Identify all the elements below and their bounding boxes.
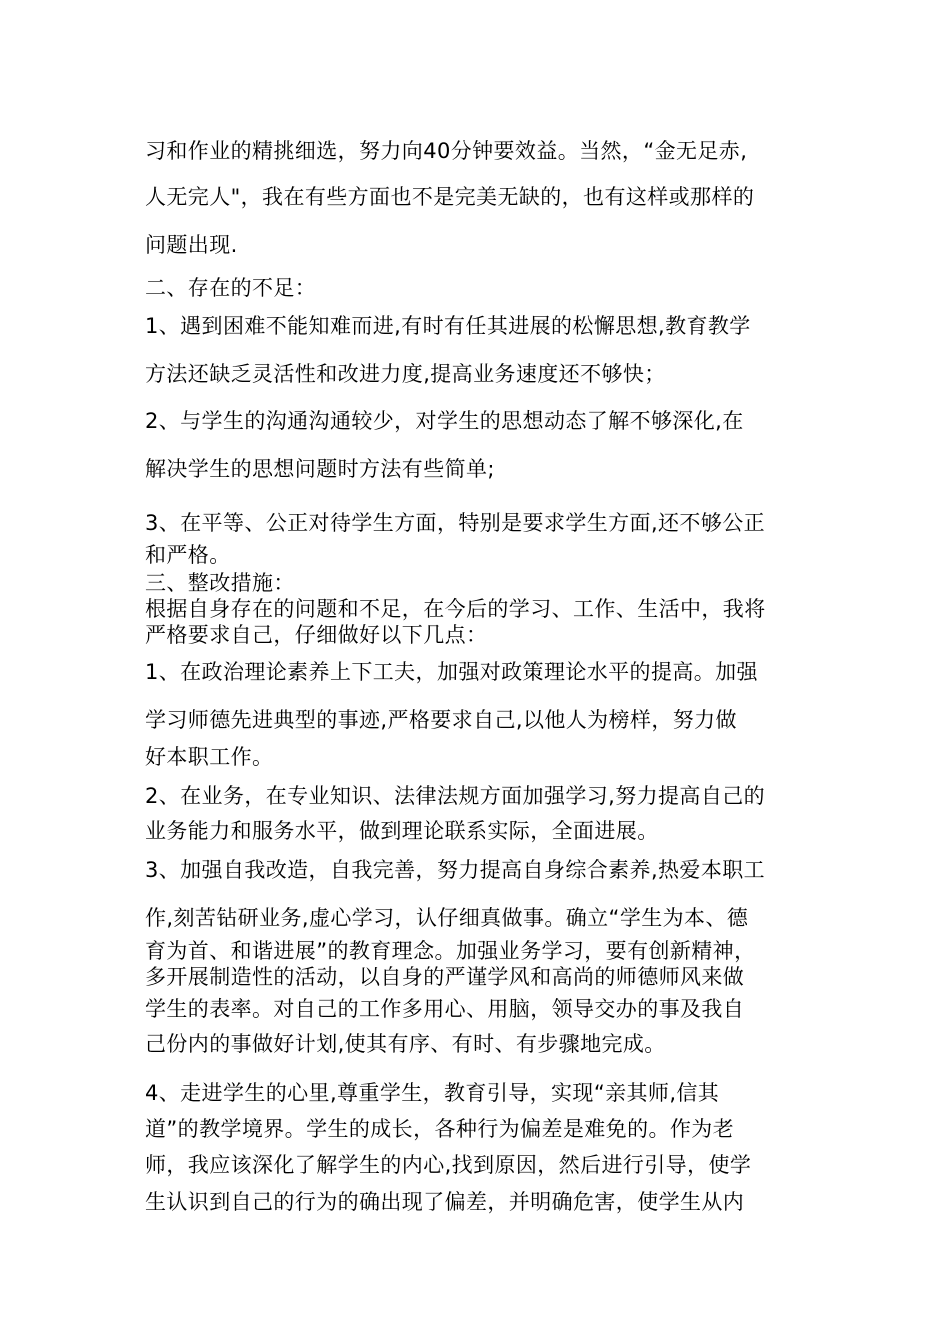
text-line: 多开展制造性的活动，以自身的严谨学风和高尚的师德师风来做 [145, 965, 745, 989]
text-line: 问题出现. [145, 233, 238, 257]
text-line: 习和作业的精挑细选，努力向40分钟要效益。当然，“金无足赤, [145, 139, 748, 163]
text-line: 1、遇到困难不能知难而进,有时有任其进展的松懈思想,教育教学 [145, 314, 751, 338]
text-line: 2、在业务，在专业知识、法律法规方面加强学习,努力提高自己的 [145, 784, 766, 808]
text-line: 道”的教学境界。学生的成长，各种行为偏差是难免的。作为老 [145, 1117, 735, 1141]
text-line: 方法还缺乏灵活性和改进力度,提高业务速度还不够快； [145, 362, 666, 386]
text-line: 育为首、和谐进展”的教育理念。加强业务学习，要有创新精神， [145, 939, 756, 963]
text-line: 学习师德先进典型的事迹,严格要求自己,以他人为榜样，努力做 [145, 708, 737, 732]
text-line: 严格要求自己，仔细做好以下几点： [145, 623, 488, 647]
text-line: 3、在平等、公正对待学生方面，特别是要求学生方面,还不够公正 [145, 511, 766, 535]
text-line: 和严格。 [145, 543, 231, 567]
text-line: 业务能力和服务水平，做到理论联系实际，全面进展。 [145, 819, 659, 843]
text-line: 3、加强自我改造，自我完善，努力提高自身综合素养,热爱本职工 [145, 858, 766, 882]
text-line: 好本职工作。 [145, 745, 274, 769]
text-line: 解决学生的思想问题时方法有些简单; [145, 457, 495, 481]
text-line: 己份内的事做好计划,使其有序、有时、有步骤地完成。 [145, 1032, 666, 1056]
text-line: 人无完人"，我在有些方面也不是完美无缺的，也有这样或那样的 [145, 185, 755, 209]
text-line: 根据自身存在的问题和不足，在今后的学习、工作、生活中，我将 [145, 597, 766, 621]
text-line: 作,刻苦钻研业务,虚心学习，认仔细真做事。确立“学生为本、德 [145, 906, 749, 930]
section-heading: 三、整改措施： [145, 571, 295, 595]
text-line: 4、走进学生的心里,尊重学生，教育引导，实现“亲其师,信其 [145, 1081, 720, 1105]
text-line: 师，我应该深化了解学生的内心,找到原因，然后进行引导，使学 [145, 1153, 752, 1177]
text-line: 2、与学生的沟通沟通较少，对学生的思想动态了解不够深化,在 [145, 409, 744, 433]
text-line: 学生的表率。对自己的工作多用心、用脑，领导交办的事及我自 [145, 997, 745, 1021]
text-line: 生认识到自己的行为的确出现了偏差，并明确危害，使学生从内 [145, 1190, 745, 1214]
text-line: 1、在政治理论素养上下工夫，加强对政策理论水平的提高。加强 [145, 660, 758, 684]
section-heading: 二、存在的不足： [145, 276, 317, 300]
